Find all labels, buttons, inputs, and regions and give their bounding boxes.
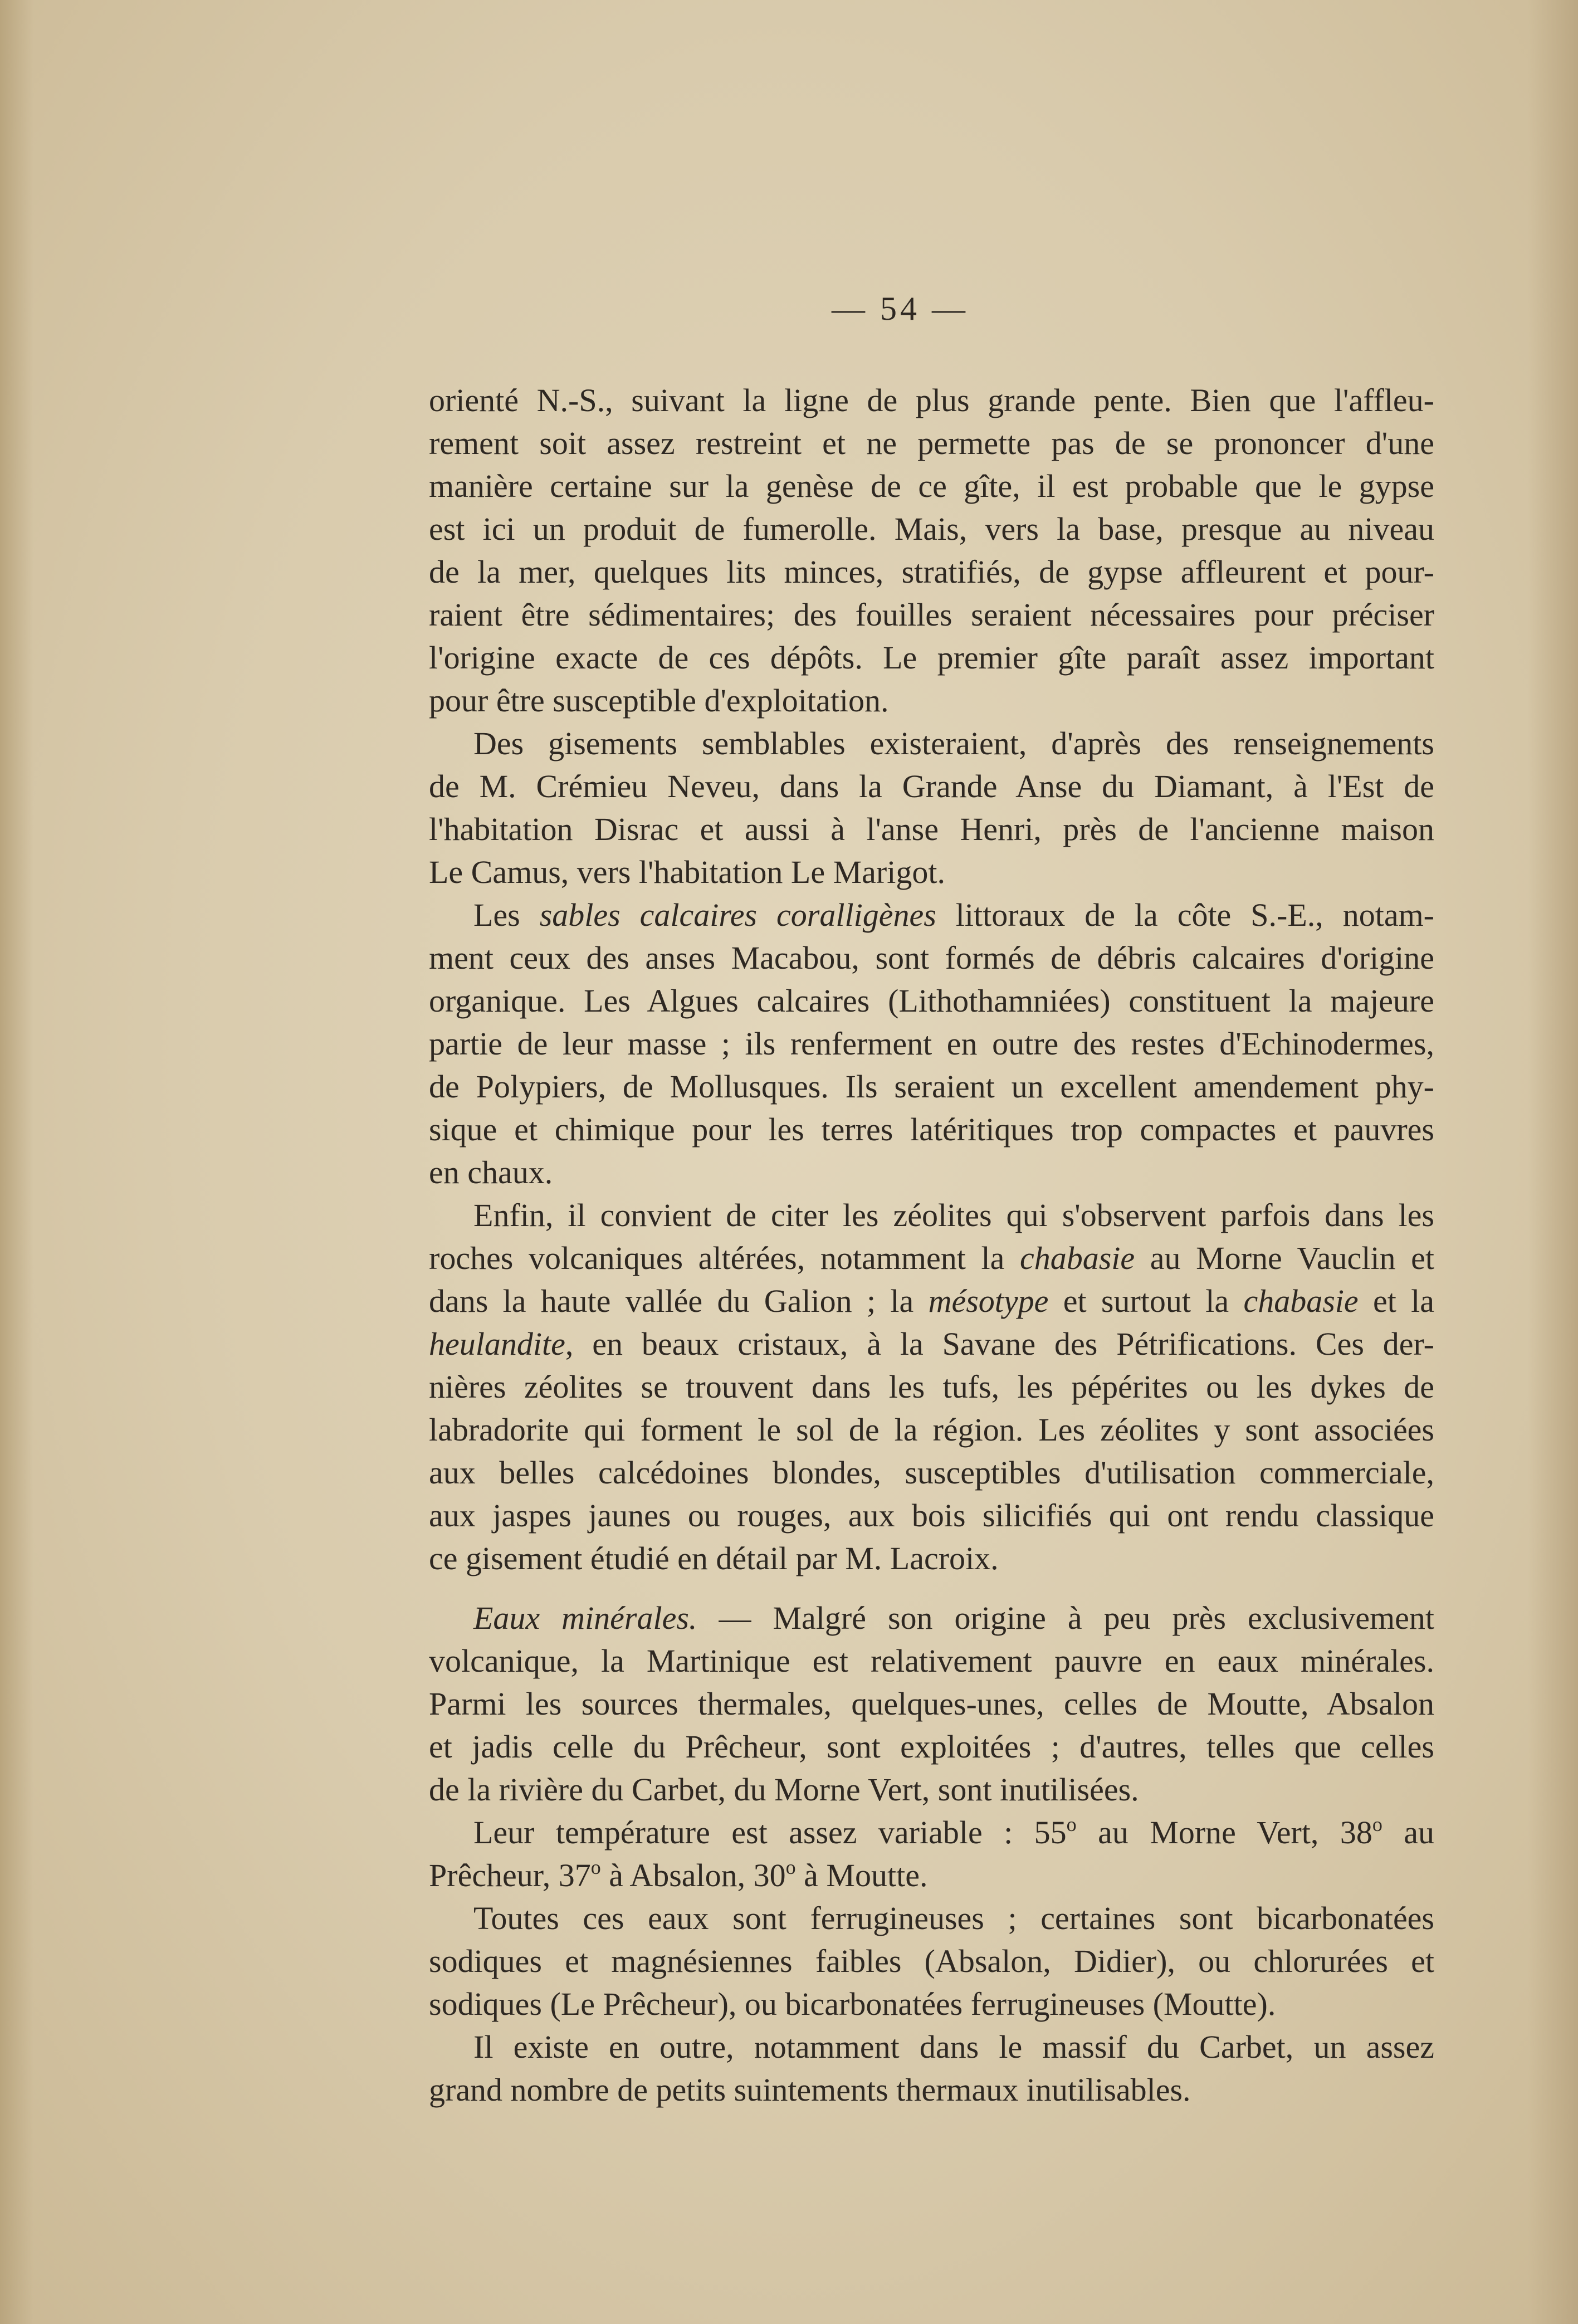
degree-sign: o [590,1856,601,1878]
text-line: raient être sédimentaires; des fouilles seraient nécessaires pour préciser [429,597,1434,633]
paragraph-gypse [429,379,1434,722]
text-line: et jadis celle du Prêcheur, sont exploitées ; d'autres, telles que celles [429,1729,1434,1765]
temperature-value: 37 [558,1857,591,1893]
italic-term: chabasie [1019,1240,1135,1276]
text-line: de M. Crémieu Neveu, dans la Grande Anse du Diamant, à l'Est de [429,768,1434,804]
paragraph-gisements [429,722,1434,894]
text-fragment: à Moutte. [795,1857,928,1893]
text-line: organique. Les Algues calcaires (Lithothamniées) constituent la majeure [429,983,1434,1019]
text-line: l'habitation Disrac et aussi à l'anse Henri, près de l'ancienne maison [429,811,1434,847]
text-fragment: au [1382,1814,1434,1851]
text-fragment: au Morne Vert, [1076,1814,1340,1851]
text-line: Le Camus, vers l'habitation Le Marigot. [429,854,945,890]
text-fragment: Prêcheur, [429,1857,559,1893]
paragraph-zeolites [429,1194,1434,1580]
text-line: ce gisement étudié en détail par M. Lacroix. [429,1540,999,1576]
paragraph-suintements [429,2025,1434,2111]
text-line [429,1322,1434,1365]
paragraph-composition [429,1897,1434,2025]
text-fragment: et surtout la [1048,1283,1244,1319]
text-line: grand nombre de petits suintements thermaux inutilisables. [429,2072,1191,2108]
text-fragment: — Malgré son origine à peu près exclusivement [697,1600,1434,1636]
italic-term: heulandite [429,1326,565,1362]
text-fragment: et la [1358,1283,1434,1319]
text-line: ment ceux des anses Macabou, sont formés de débris calcaires d'origine [429,940,1434,976]
text-line: est ici un produit de fumerolle. Mais, vers la base, presque au niveau [429,511,1434,547]
text-line [429,1596,1434,1639]
text-line [429,1854,1434,1897]
text-fragment: Les [473,897,540,933]
temperature-value: 55 [1034,1814,1067,1851]
text-line: Toutes ces eaux sont ferrugineuses ; certaines sont bicarbonatées [473,1900,1434,1936]
text-fragment: Leur température est assez variable : [473,1814,1034,1851]
text-line: de la rivière du Carbet, du Morne Vert, sont inutilisées. [429,1771,1139,1808]
text-line: orienté N.-S., suivant la ligne de plus grande pente. Bien que l'affleu- [429,382,1434,418]
temperature-value: 30 [753,1857,786,1893]
text-line [429,1237,1434,1280]
text-line: nières zéolites se trouvent dans les tufs, les pépérites ou les dykes de [429,1369,1434,1405]
text-line: Parmi les sources thermales, quelques-unes, celles de Moutte, Absalon [429,1686,1434,1722]
text-line: de la mer, quelques lits minces, stratifiés, de gypse affleurent et pour- [429,554,1434,590]
italic-term: sables calcaires coralligènes [539,897,936,933]
section-heading: Eaux minérales. [473,1600,697,1636]
text-line: aux jaspes jaunes ou rouges, aux bois silicifiés qui ont rendu classique [429,1497,1434,1534]
text-line: manière certaine sur la genèse de ce gîte, il est probable que le gypse [429,468,1434,504]
text-line: en chaux. [429,1154,553,1190]
degree-sign: o [1066,1813,1077,1835]
text-line: pour être susceptible d'exploitation. [429,682,889,719]
temperature-value: 38 [1340,1814,1372,1851]
text-line: de Polypiers, de Mollusques. Ils seraient un excellent amendement phy- [429,1068,1434,1105]
page-edge-shadow-right [1528,0,1578,2324]
text-line: aux belles calcédoines blondes, susceptibles d'utilisation commerciale, [429,1454,1434,1491]
text-line [429,894,1434,936]
degree-sign: o [785,1856,796,1878]
paragraph-eaux-minerales [429,1596,1434,1811]
text-line: volcanique, la Martinique est relativement pauvre en eaux minérales. [429,1643,1434,1679]
text-line: sique et chimique pour les terres latéritiques trop compactes et pauvres [429,1111,1434,1148]
text-fragment: , en beaux cristaux, à la Savane des Pétrifications. Ces der- [565,1326,1434,1362]
text-line [429,1280,1434,1322]
page-number: — 54 — [832,290,969,327]
text-line: Enfin, il convient de citer les zéolites qui s'observent parfois dans les [473,1197,1434,1233]
paragraph-sables [429,894,1434,1194]
text-fragment: à Absalon, [600,1857,754,1893]
text-line: Des gisements semblables existeraient, d'après des renseignements [473,725,1434,761]
text-line: sodiques et magnésiennes faibles (Absalon, Didier), ou chlorurées et [429,1943,1434,1979]
text-line: l'origine exacte de ces dépôts. Le premier gîte paraît assez important [429,639,1434,676]
text-line: partie de leur masse ; ils renferment en outre des restes d'Echinodermes, [429,1026,1434,1062]
text-line: Il existe en outre, notamment dans le massif du Carbet, un assez [473,2029,1434,2065]
page-edge-shadow-left [0,0,33,2324]
paragraph-temperatures [429,1811,1434,1897]
body-text [429,379,1434,2111]
text-fragment: littoraux de la côte S.-E., notam- [936,897,1434,933]
text-fragment: dans la haute vallée du Galion ; la [429,1283,929,1319]
text-line [429,1811,1434,1854]
text-fragment: au Morne Vauclin et [1135,1240,1434,1276]
text-line: rement soit assez restreint et ne permette pas de se prononcer d'une [429,425,1434,461]
degree-sign: o [1372,1813,1382,1835]
text-line: sodiques (Le Prêcheur), ou bicarbonatées ferrugineuses (Moutte). [429,1986,1276,2022]
text-line: labradorite qui forment le sol de la région. Les zéolites y sont associées [429,1412,1434,1448]
italic-term: mésotype [928,1283,1049,1319]
text-fragment: roches volcaniques altérées, notamment la [429,1240,1020,1276]
italic-term: chabasie [1243,1283,1359,1319]
